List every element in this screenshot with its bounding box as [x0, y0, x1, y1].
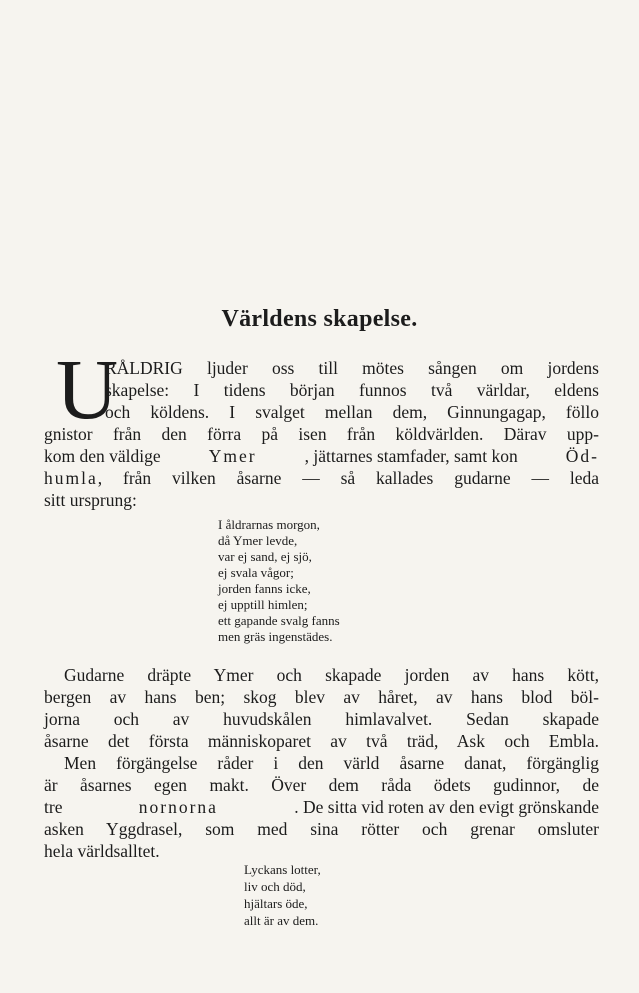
intro-line-6 [44, 467, 599, 489]
intro-line-7: sitt ursprung: [44, 490, 137, 510]
intro-line-5-b-name: Ymer [208, 446, 257, 466]
para-2-line-7-a: tre [44, 797, 63, 817]
para-2-line-7-b-name: nornorna [138, 797, 218, 817]
chapter-title: Världens skapelse. [221, 306, 418, 332]
verse-2-line-4: allt är av dem. [244, 913, 319, 928]
intro-line-4: gnistor från den förra på isen från köldvärlden. Därav upp- [44, 424, 599, 444]
verse-1-line-4: ej svala vågor; [218, 565, 294, 580]
intro-line-6-b: , från vilken åsarne — så kallades gudarne — leda [97, 468, 599, 488]
intro-line-5-a: kom den väldige [44, 446, 161, 466]
para-2-line-6: är åsarnes egen makt. Över dem råda ödets gudinnor, de [44, 775, 599, 795]
para-2-line-3: jorna och av huvudskålen himlavalvet. Sedan skapade [44, 709, 599, 729]
verse-1-line-8: men gräs ingenstädes. [218, 629, 333, 644]
verse-1-line-5: jorden fanns icke, [218, 581, 311, 596]
intro-line-1: RÅLDRIG ljuder oss till mötes sången om jordens [105, 358, 599, 378]
drop-cap: U [56, 341, 119, 437]
intro-line-5 [44, 445, 599, 467]
verse-1-line-2: då Ymer levde, [218, 533, 298, 548]
verse-1-line-7: ett gapande svalg fanns [218, 613, 340, 628]
intro-line-6-a-name: humla [44, 468, 98, 488]
intro-line-3: och köldens. I svalget mellan dem, Ginnungagap, föllo [105, 402, 599, 422]
verse-1-line-6: ej upptill himlen; [218, 597, 308, 612]
intro-line-5-d: Öd- [565, 446, 599, 466]
para-2-line-5: Men förgängelse råder i den värld åsarne danat, förgänglig [64, 753, 599, 773]
para-2-line-7 [44, 796, 599, 818]
verse-1-line-1: I åldrarnas morgon, [218, 517, 320, 532]
para-2-line-9: hela världsalltet. [44, 841, 160, 861]
verse-2-line-2: liv och död, [244, 879, 306, 894]
para-2-line-8: asken Yggdrasel, som med sina rötter och grenar omsluter [44, 819, 599, 839]
para-2-line-7-c: . De sitta vid roten av den evigt grönskande [294, 797, 599, 817]
para-2-line-2: bergen av hans ben; skog blev av håret, av hans blod böl- [44, 687, 599, 707]
para-2-line-4: åsarne det första människoparet av två träd, Ask och Embla. [44, 731, 599, 751]
intro-line-5-c: , jättarnes stamfader, samt kon [304, 446, 518, 466]
verse-2-line-3: hjältars öde, [244, 896, 308, 911]
para-2-line-1: Gudarne dräpte Ymer och skapade jorden av hans kött, [64, 665, 599, 685]
intro-line-2: skapelse: I tidens början funnos två världar, eldens [105, 380, 599, 400]
verse-2-line-1: Lyckans lotter, [244, 862, 321, 877]
verse-1-line-3: var ej sand, ej sjö, [218, 549, 312, 564]
